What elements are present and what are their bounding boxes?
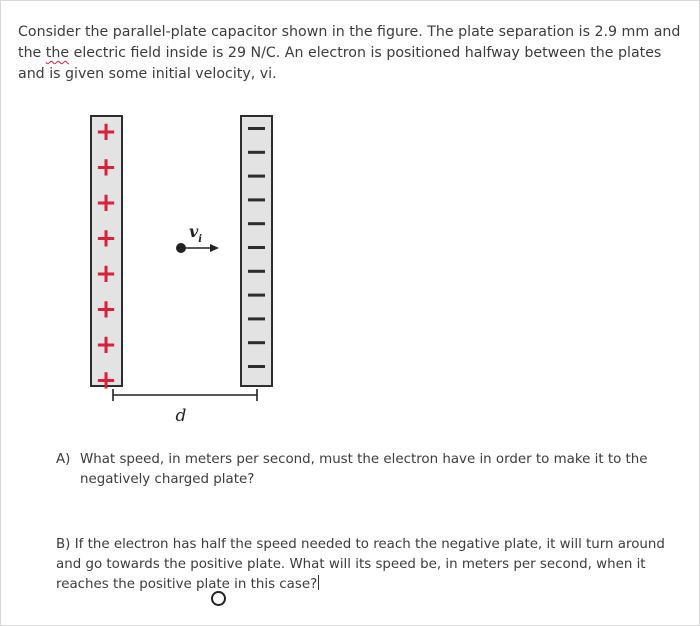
minus-sign xyxy=(248,294,265,297)
minus-sign xyxy=(248,127,265,130)
problem-statement xyxy=(18,22,688,85)
minus-sign xyxy=(248,222,265,225)
intro-part-2: electric field inside is 29 N/C. An electron is positioned halfway between the plates and is given some initial velocity, vi. xyxy=(18,45,662,82)
mouse-cursor-icon xyxy=(211,591,226,606)
distance-label: d xyxy=(175,406,187,426)
text-cursor xyxy=(318,575,319,590)
question-b-number: B) xyxy=(56,537,71,552)
question-a-text: What speed, in meters per second, must the electron have in order to make it to the negatively charged plate? xyxy=(80,452,648,487)
minus-sign xyxy=(248,151,265,154)
plus-sign: + xyxy=(95,117,117,147)
minus-sign xyxy=(248,270,265,273)
intro-part-1: Consider the parallel-plate capacitor shown in the figure. The plate separation is 2.9 mm and the xyxy=(18,24,681,61)
velocity-label xyxy=(189,222,202,245)
velocity-arrowhead xyxy=(210,244,219,252)
misspelled-word: the xyxy=(45,45,70,61)
capacitor-figure xyxy=(85,110,285,430)
plus-sign: + xyxy=(95,259,117,289)
plus-sign: + xyxy=(95,330,117,360)
question-a-number: A) xyxy=(56,452,71,467)
velocity-subscript: i xyxy=(198,234,203,245)
minus-sign xyxy=(248,365,265,368)
velocity-symbol: v xyxy=(189,222,199,241)
minus-sign xyxy=(248,175,265,178)
plus-sign: + xyxy=(95,365,117,396)
minus-sign xyxy=(248,341,265,344)
plus-sign: + xyxy=(95,223,117,254)
minus-sign xyxy=(248,198,265,201)
minus-sign xyxy=(248,317,265,320)
question-b xyxy=(56,535,691,595)
negative-plate xyxy=(241,116,272,386)
electron xyxy=(176,243,186,253)
question-b-text: If the electron has half the speed needed to reach the negative plate, it will turn around and go towards the positive plate. What will its speed be, in meters per second, when it reaches the positive plate in this case? xyxy=(56,537,665,592)
minus-sign xyxy=(248,246,265,249)
plus-sign: + xyxy=(95,188,117,218)
plus-sign: + xyxy=(95,152,117,183)
plus-sign: + xyxy=(95,294,117,325)
